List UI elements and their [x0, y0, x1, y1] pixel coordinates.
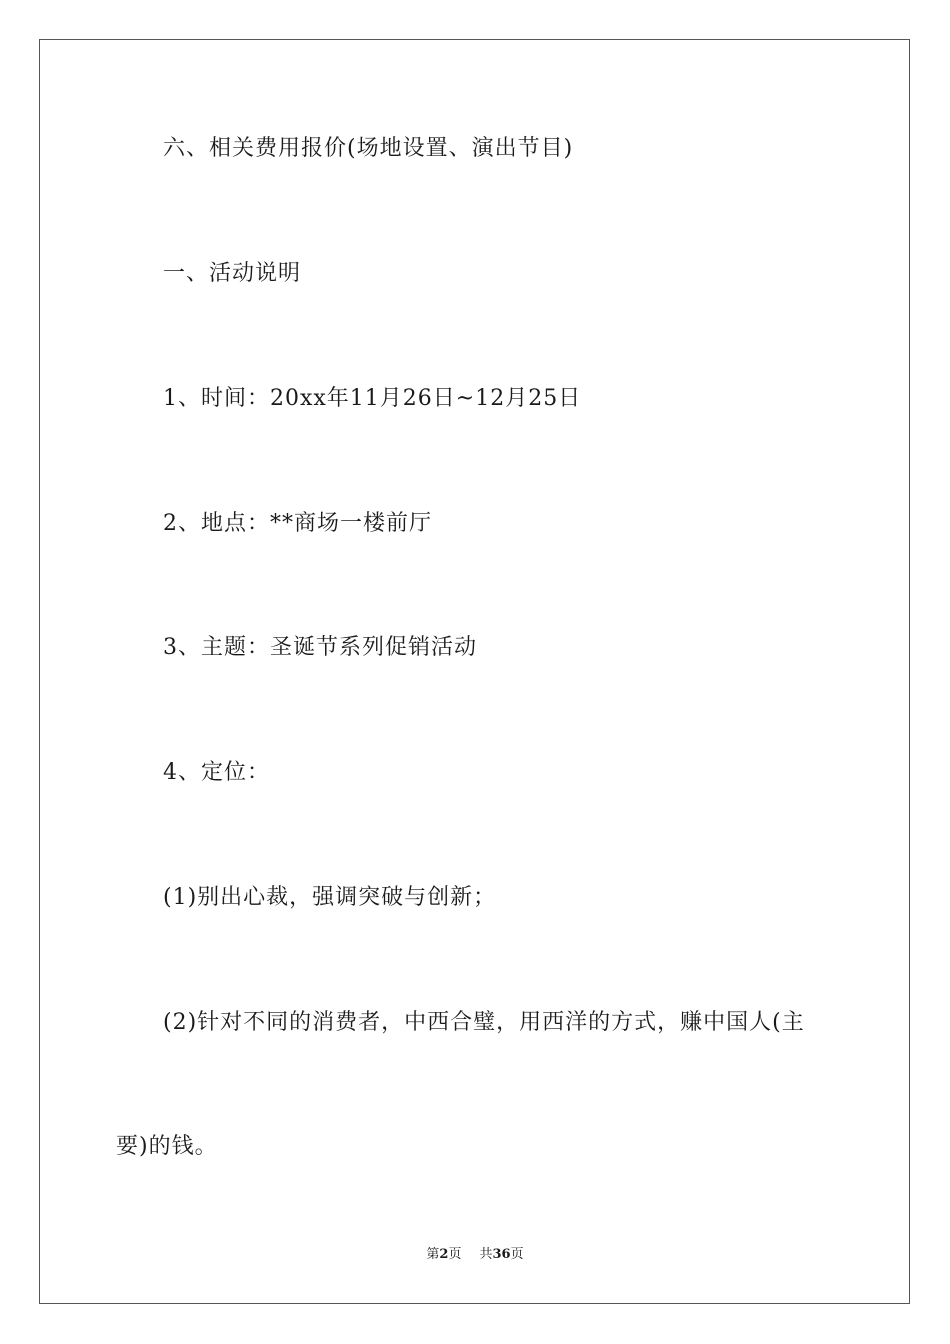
paragraph-positioning-item-2: (2)针对不同的消费者，中西合璧，用西洋的方式，赚中国人(主 [163, 1010, 805, 1035]
paragraph-positioning-item-1: (1)别出心裁，强调突破与创新； [163, 885, 497, 910]
paragraph-positioning: 4、定位： [163, 760, 270, 785]
paragraph-positioning-item-2-continued: 要)的钱。 [116, 1134, 218, 1159]
page-footer [0, 1246, 950, 1264]
paragraph-activity-description-heading: 一、活动说明 [163, 261, 302, 286]
page-prefix: 第 [426, 1247, 440, 1262]
paragraph-time: 1、时间：20xx年11月26日~12月25日 [163, 386, 582, 411]
paragraph-theme: 3、主题：圣诞节系列促销活动 [163, 635, 477, 660]
total-suffix: 页 [510, 1247, 524, 1262]
page-number: 2 [439, 1247, 449, 1262]
paragraph-location: 2、地点：**商场一楼前厅 [163, 511, 432, 536]
total-pages: 36 [492, 1247, 511, 1262]
page-border [39, 39, 910, 1304]
paragraph-fee-quote-heading: 六、相关费用报价(场地设置、演出节目) [163, 136, 574, 161]
total-prefix: 共 [479, 1247, 493, 1262]
page-suffix: 页 [448, 1247, 462, 1262]
